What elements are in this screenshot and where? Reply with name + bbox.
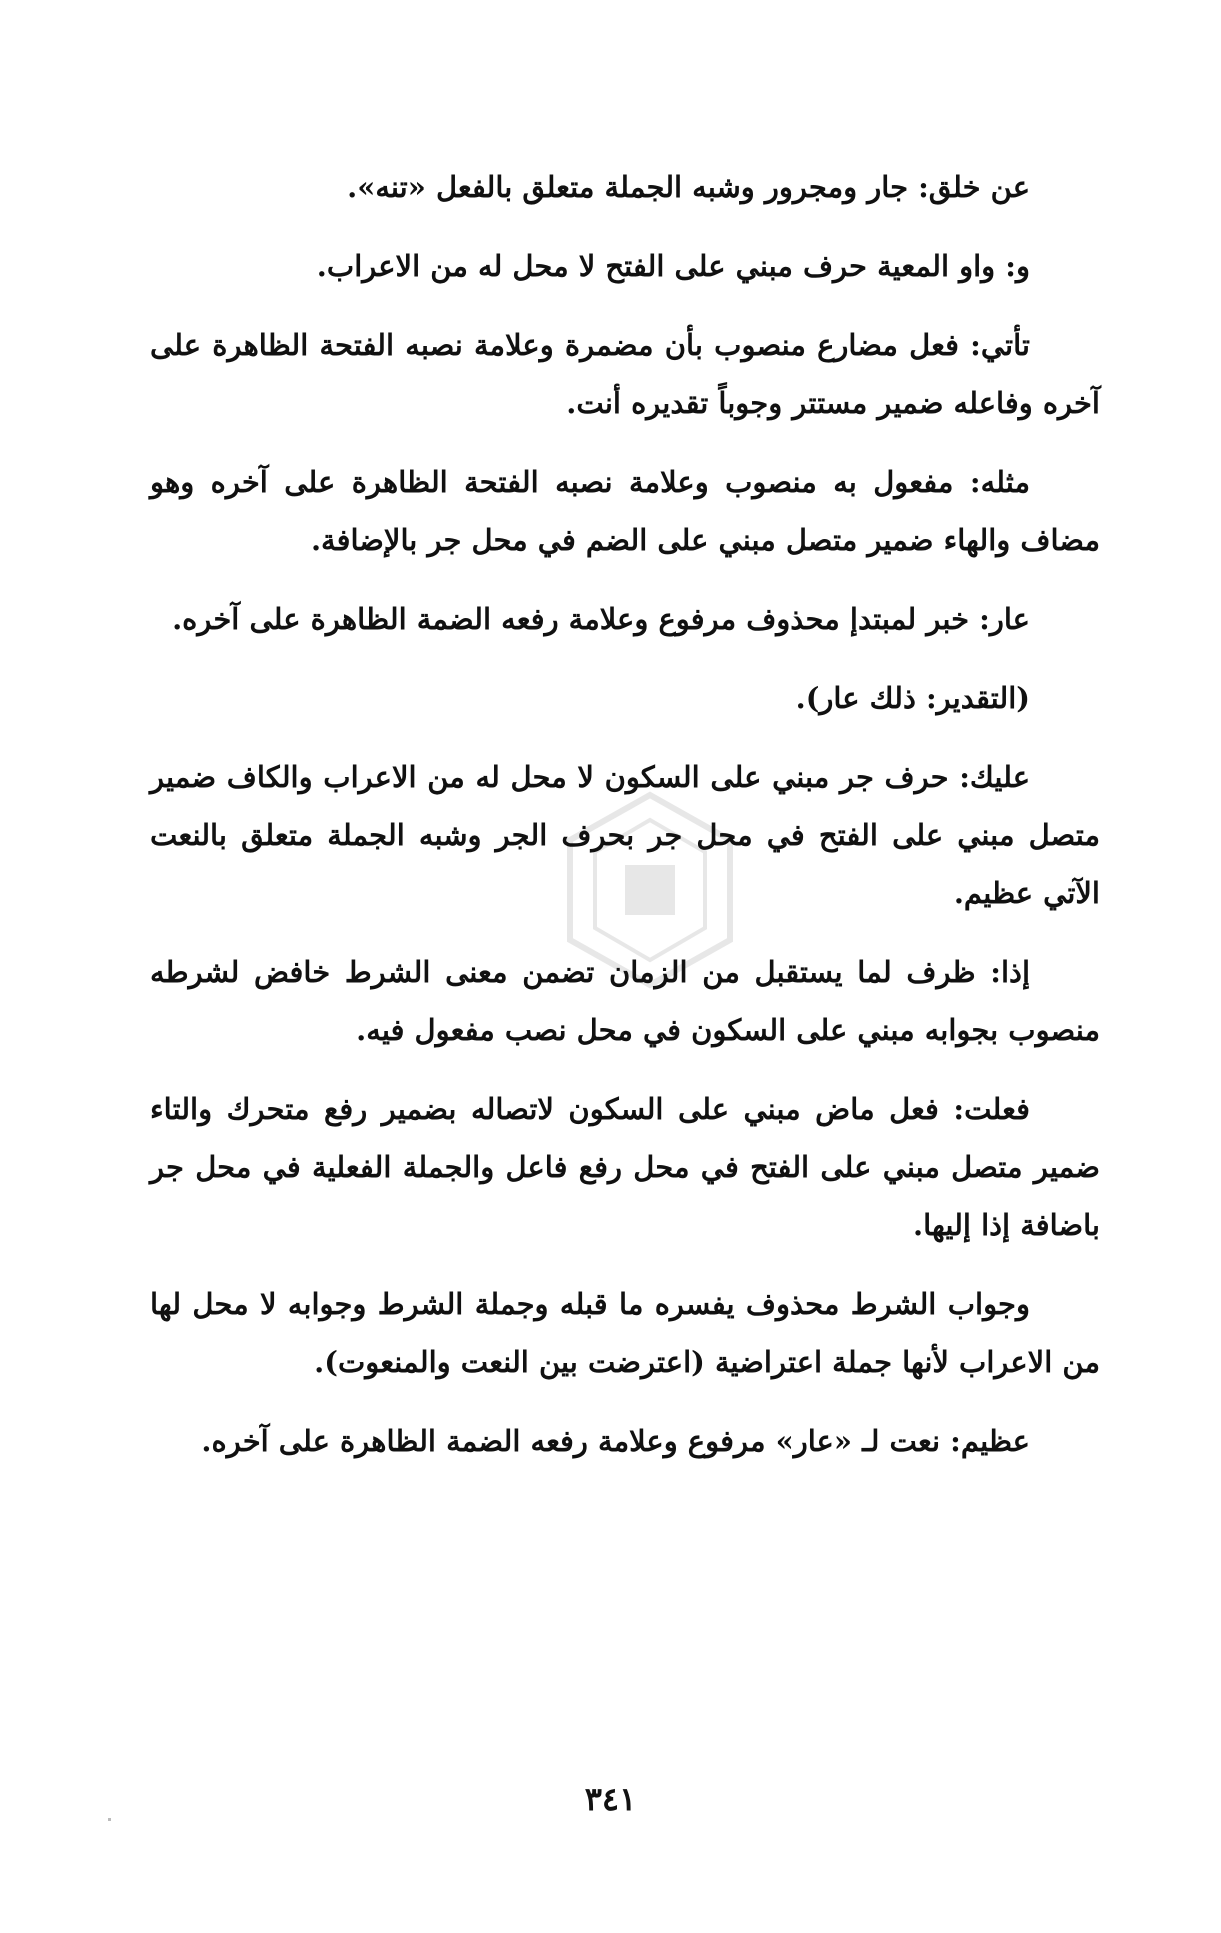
paragraph-azim: عظيم: نعت لـ «عار» مرفوع وعلامة رفعه الضمة الظاهرة على آخره. [201,1424,1030,1458]
paragraph-tati: تأتي: فعل مضارع منصوب بأن مضمرة وعلامة نصبه الفتحة الظاهرة على آخره وفاعله ضمير مستتر وجوباً تقديره أنت. [150,328,1100,420]
paragraph-an-khalq: عن خلق: جار ومجرور وشبه الجملة متعلق بالفعل «تنه». [347,170,1030,204]
paragraph-jawab-alshart: وجواب الشرط محذوف يفسره ما قبله وجملة الشرط وجوابه لا محل لها من الاعراب لأنها جملة اعتراضية (اعترضت بين النعت والمنعوت). [150,1287,1100,1379]
parsing-text-block [150,158,1100,1491]
paragraph-waw: و: واو المعية حرف مبني على الفتح لا محل له من الاعراب. [316,249,1030,283]
paragraph-taqdir: (التقدير: ذلك عار). [795,681,1030,715]
scan-speck [108,1818,111,1821]
paragraph-idha: إذا: ظرف لما يستقبل من الزمان تضمن معنى الشرط خافض لشرطه منصوب بجوابه مبني على السكون في محل نصب مفعول فيه. [150,955,1100,1047]
paragraph-mithlahu: مثله: مفعول به منصوب وعلامة نصبه الفتحة الظاهرة على آخره وهو مضاف والهاء ضمير متصل مبني على الضم في محل جر بالإضافة. [150,465,1100,557]
paragraph-alayka: عليك: حرف جر مبني على السكون لا محل له من الاعراب والكاف ضمير متصل مبني على الفتح في محل جر بحرف الجر وشبه الجملة متعلق بالنعت الآتي عظيم. [150,760,1100,910]
paragraph-aar: عار: خبر لمبتدإ محذوف مرفوع وعلامة رفعه الضمة الظاهرة على آخره. [172,602,1030,636]
page-number: ٣٤١ [584,1780,637,1818]
paragraph-faalta: فعلت: فعل ماض مبني على السكون لاتصاله بضمير رفع متحرك والتاء ضمير متصل مبني على الفتح في محل رفع فاعل والجملة الفعلية في محل جر باضافة إذا إليها. [150,1092,1100,1242]
